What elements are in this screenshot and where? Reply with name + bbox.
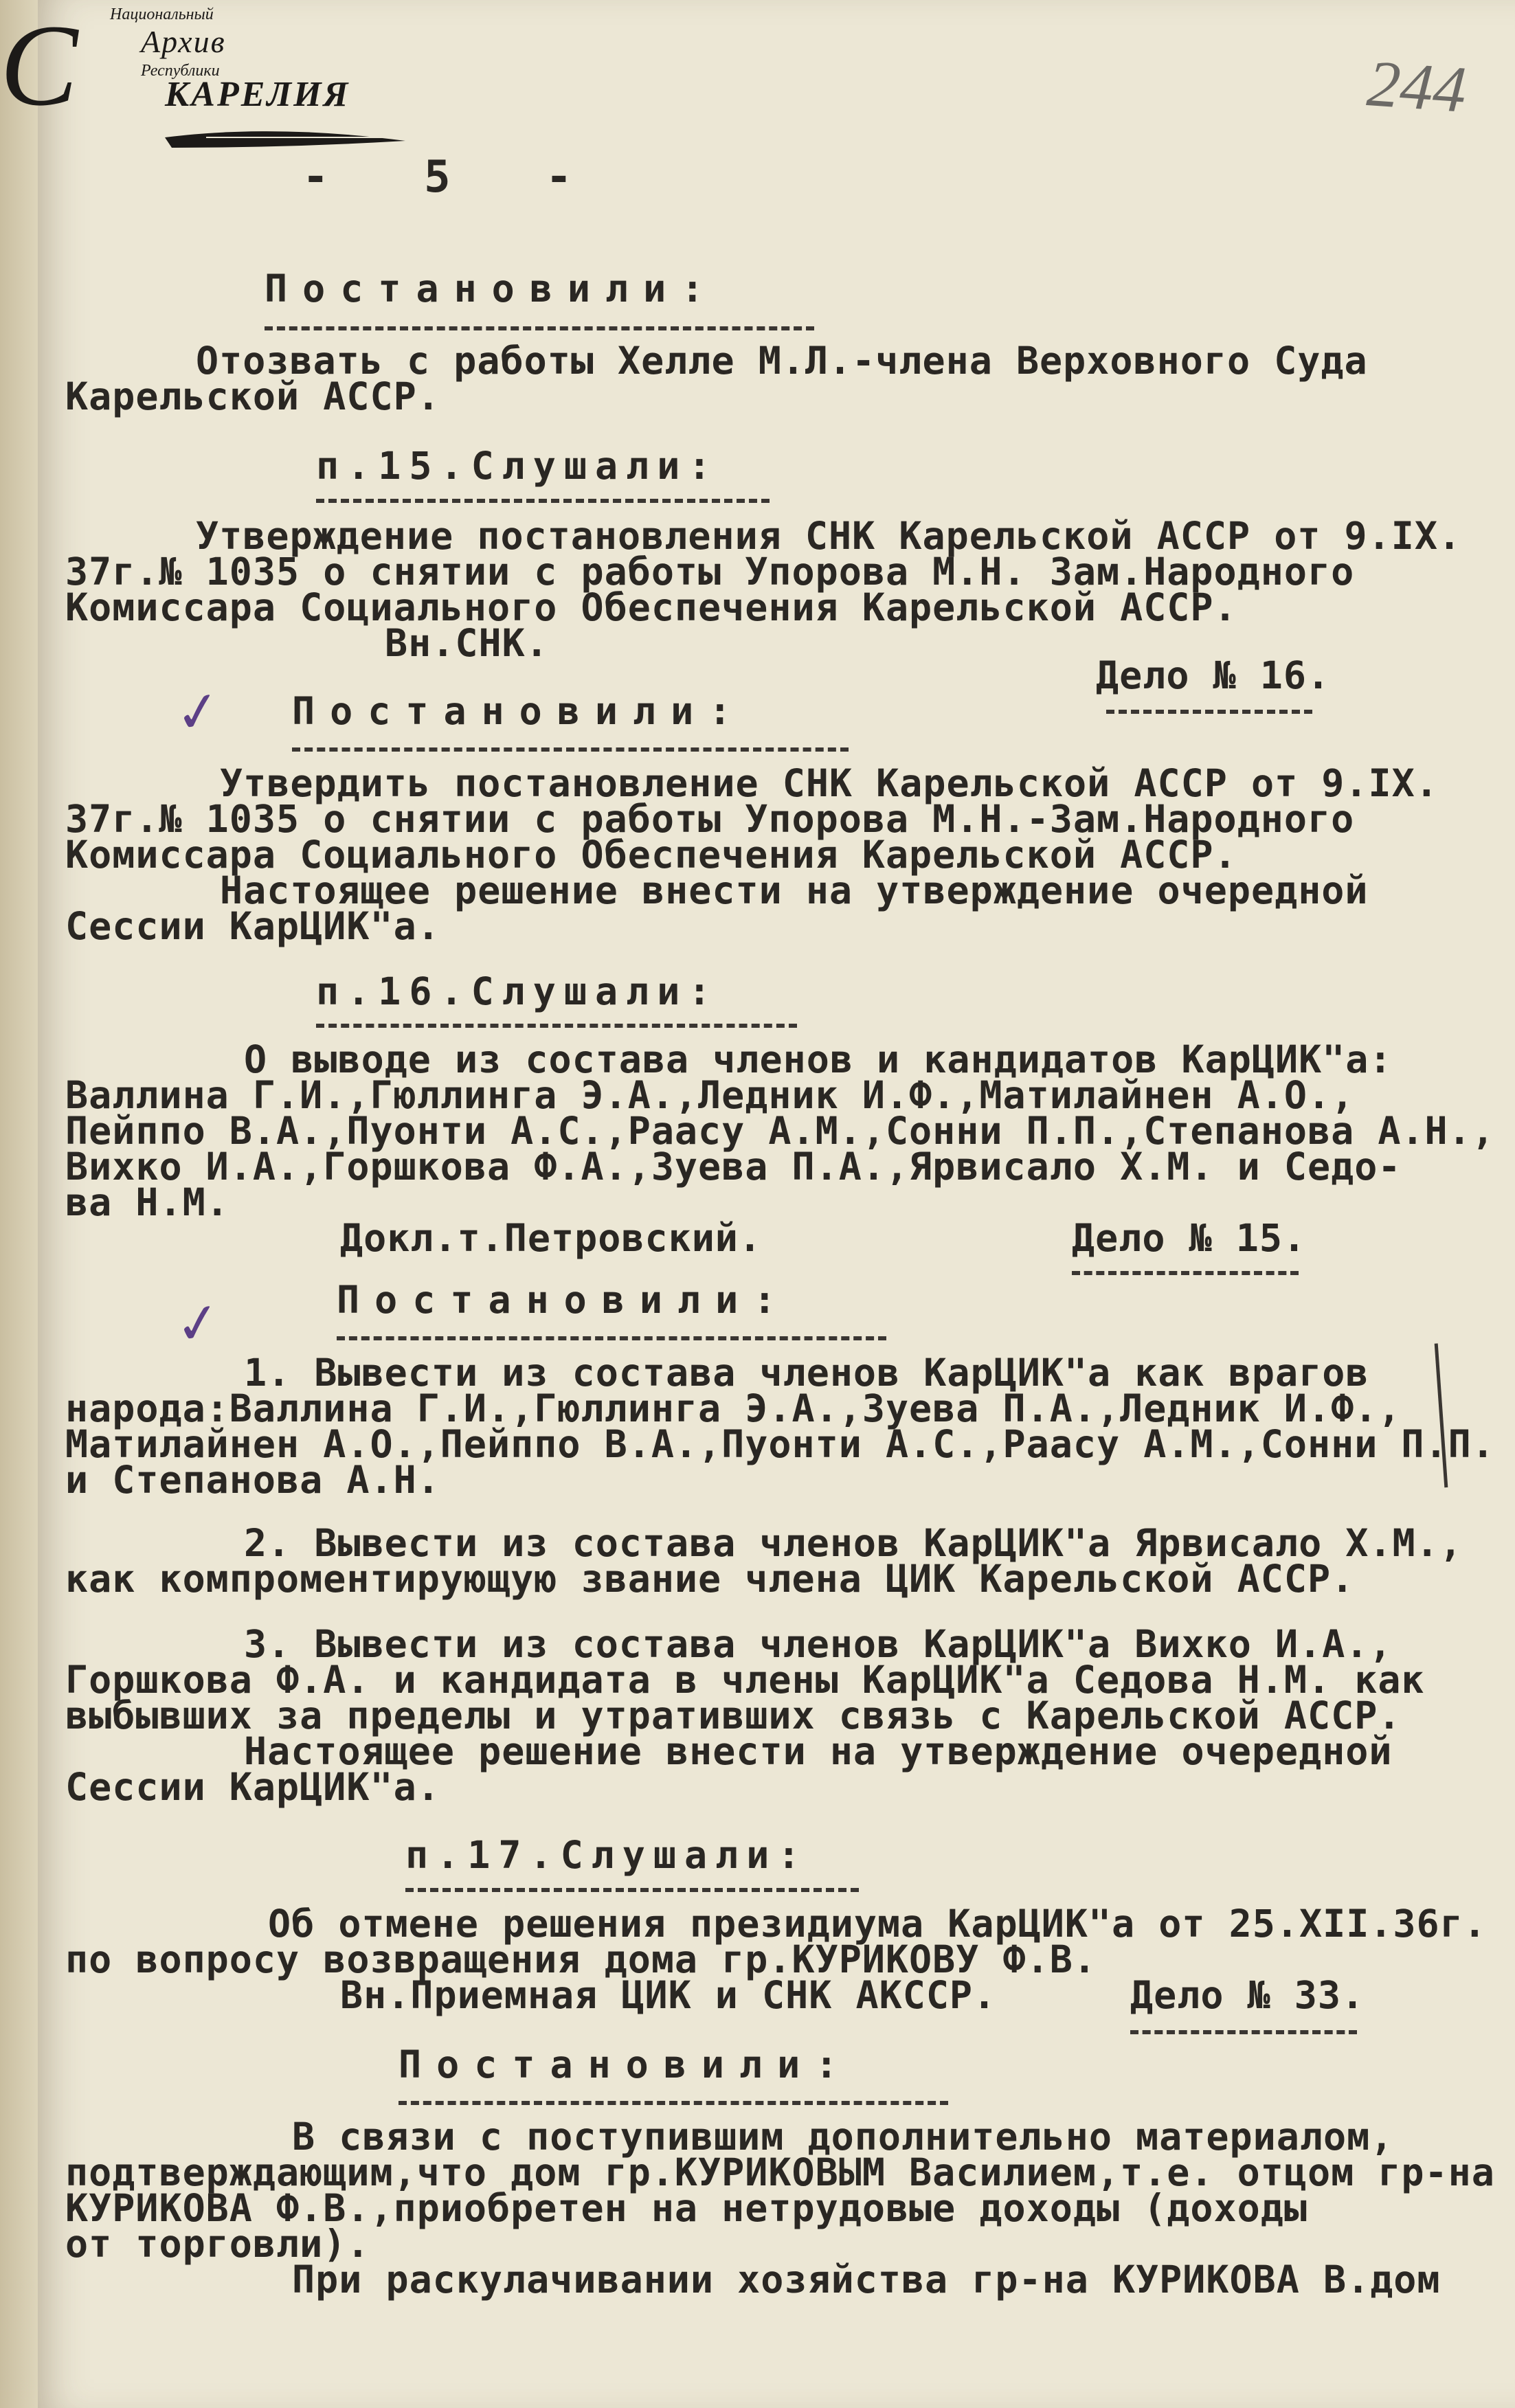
case-number: Дело № 16. — [1096, 653, 1331, 697]
text-line: по вопросу возвращения дома гр.КУРИКОВУ Ф.В. — [65, 1937, 1097, 1981]
case-number: Дело № 33. — [1130, 1973, 1365, 2017]
heading-heard-17: п.17.Слушали: — [405, 1833, 809, 1877]
text-line: Валлина Г.И.,Гюллинга Э.А.,Ледник И.Ф.,Матилайнен А.О., — [65, 1073, 1355, 1117]
heading-resolved-4: Постановили: — [399, 2043, 853, 2086]
text-line: и Степанова А.Н. — [65, 1458, 440, 1502]
text-line: Отозвать с работы Хелле М.Л.-члена Верховного Суда — [196, 339, 1368, 383]
text-line: ва Н.М. — [65, 1180, 229, 1224]
text-line: 37г.№ 1035 о снятии с работы Упорова М.Н.-Зам.Народного — [65, 797, 1355, 841]
text-line: Карельской АССР. — [65, 374, 440, 418]
case-underline — [1106, 710, 1312, 714]
archive-logo-letter: С — [0, 1, 78, 130]
archive-stamp — [0, 0, 412, 168]
check-mark-icon: ✓ — [170, 1288, 226, 1359]
heading-underline — [265, 326, 814, 330]
heading-underline — [405, 1888, 859, 1892]
text-line: В связи с поступившим дополнительно материалом, — [292, 2115, 1394, 2159]
heading-heard-15: п.15.Слушали: — [316, 444, 719, 488]
archive-stamp-line3: Республики — [141, 62, 220, 80]
quill-pen-icon — [0, 0, 412, 168]
text-line: Сессии КарЦИК"а. — [65, 904, 440, 948]
text-line: Матилайнен А.О.,Пейппо В.А.,Пуонти А.С.,Раасу А.М.,Сонни П.П. — [65, 1422, 1495, 1466]
heading-resolved-1: Постановили: — [265, 267, 719, 311]
heading-underline — [399, 2101, 948, 2105]
text-line: 3. Вывести из состава членов КарЦИК"а Вихко И.А., — [244, 1622, 1393, 1666]
heading-underline — [337, 1336, 886, 1340]
check-mark-icon: ✓ — [170, 677, 226, 747]
text-line: Вн.СНК. — [385, 621, 549, 665]
archive-stamp-line4: КАРЕЛИЯ — [165, 75, 350, 114]
text-line: Утвердить постановление СНК Карельской АССР от 9.IX. — [220, 761, 1439, 805]
text-line: Об отмене решения президиума КарЦИК"а от 25.XII.36г. — [268, 1902, 1487, 1946]
text-line: 37г.№ 1035 о снятии с работы Упорова М.Н. Зам.Народного — [65, 550, 1355, 594]
text-line: При раскулачивании хозяйства гр-на КУРИКОВА В.дом — [292, 2258, 1441, 2302]
text-line: Утверждение постановления СНК Карельской АССР от 9.IX. — [196, 514, 1462, 558]
text-line: как компроментирующую звание члена ЦИК Карельской АССР. — [65, 1557, 1355, 1601]
archive-stamp-line1: Национальный — [110, 5, 214, 23]
page-number: - 5 - — [302, 152, 607, 203]
heading-resolved-3: Постановили: — [337, 1278, 792, 1322]
folio-number: 244 — [1365, 46, 1469, 126]
text-line: Горшкова Ф.А. и кандидата в члены КарЦИК"а Седова Н.М. как — [65, 1658, 1425, 1702]
case-underline — [1130, 2030, 1357, 2034]
heading-underline — [316, 499, 770, 503]
case-number: Дело № 15. — [1072, 1216, 1307, 1260]
text-line: КУРИКОВА Ф.В.,приобретен на нетрудовые доходы (доходы — [65, 2186, 1308, 2230]
case-underline — [1072, 1271, 1299, 1275]
text-line: Комиссара Социального Обеспечения Карельской АССР. — [65, 833, 1237, 877]
text-line: Настоящее решение внести на утверждение очередной — [244, 1729, 1393, 1773]
text-line: 1. Вывести из состава членов КарЦИК"а как врагов — [244, 1351, 1369, 1395]
text-line: Вн.Приемная ЦИК и СНК АКССР. — [340, 1973, 997, 2017]
text-line: Пейппо В.А.,Пуонти А.С.,Раасу А.М.,Сонни П.П.,Степанова А.Н., — [65, 1109, 1495, 1153]
heading-underline — [292, 747, 849, 752]
text-line: Сессии КарЦИК"а. — [65, 1765, 440, 1809]
archive-stamp-line2: Архив — [141, 24, 226, 59]
heading-resolved-2: Постановили: — [292, 689, 747, 733]
text-line: подтверждающим,что дом гр.КУРИКОВЫМ Василием,т.е. отцом гр-на — [65, 2150, 1495, 2194]
text-line: Вихко И.А.,Горшкова Ф.А.,Зуева П.А.,Ярвисало Х.М. и Седо- — [65, 1145, 1402, 1189]
text-line: народа:Валлина Г.И.,Гюллинга Э.А.,Зуева П.А.,Ледник И.Ф., — [65, 1386, 1402, 1430]
text-line: О выводе из состава членов и кандидатов КарЦИК"а: — [244, 1037, 1393, 1081]
reporter-line: Докл.т.Петровский. — [340, 1216, 763, 1260]
text-line: 2. Вывести из состава членов КарЦИК"а Ярвисало Х.М., — [244, 1521, 1463, 1565]
binding-edge — [0, 0, 38, 2408]
heading-underline — [316, 1024, 797, 1028]
text-line: от торговли). — [65, 2222, 370, 2266]
text-line: Комиссара Социального Обеспечения Карельской АССР. — [65, 585, 1237, 629]
text-line: Настоящее решение внести на утверждение очередной — [220, 868, 1369, 912]
heading-heard-16: п.16.Слушали: — [316, 969, 719, 1013]
text-line: выбывших за пределы и утративших связь с Карельской АССР. — [65, 1694, 1402, 1737]
